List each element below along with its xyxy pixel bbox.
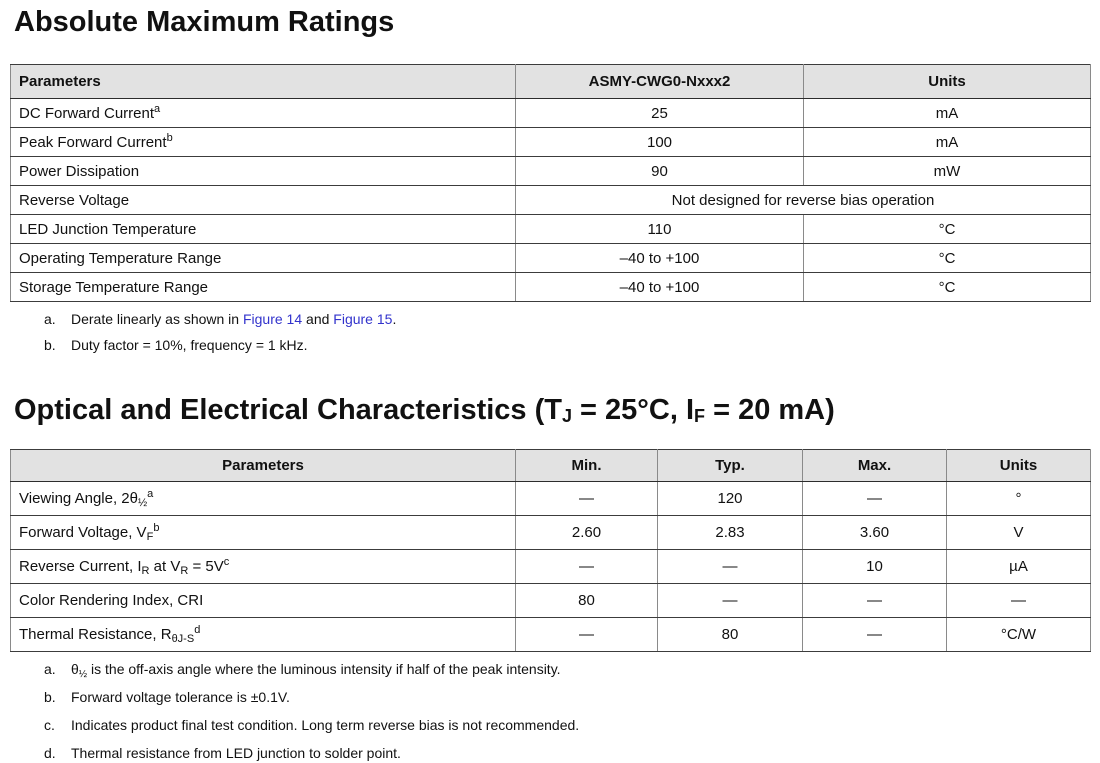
footnote	[44, 716, 1090, 735]
oec-col-header-max: Max.	[803, 450, 947, 482]
oec-col-header-units: Units	[947, 450, 1091, 482]
max-cell: —	[803, 584, 947, 618]
oec-table	[10, 449, 1091, 652]
oec-col-header-min: Min.	[516, 450, 658, 482]
amr-section-title: Absolute Maximum Ratings	[14, 6, 395, 38]
amr-header-row	[11, 65, 1091, 99]
table-row	[11, 516, 1091, 550]
figure-15-link[interactable]: Figure 15	[333, 311, 393, 327]
amr-col-header-units: Units	[804, 65, 1091, 99]
units-cell: mW	[804, 157, 1091, 186]
units-cell: µA	[947, 550, 1091, 584]
value-cell: –40 to +100	[516, 273, 804, 302]
text-segment: Duty factor = 10%, frequency = 1 kHz.	[71, 337, 308, 353]
table-row	[11, 157, 1091, 186]
footnote	[44, 336, 1090, 355]
min-cell: —	[516, 482, 658, 516]
text-segment: F	[146, 531, 154, 543]
units-cell: °C	[804, 244, 1091, 273]
figure-14-link[interactable]: Figure 14	[242, 311, 303, 327]
text-segment: Thermal Resistance, R	[19, 626, 172, 643]
text-segment: Color Rendering Index, CRI	[19, 592, 204, 609]
param-cell	[11, 516, 516, 550]
min-cell: —	[516, 618, 658, 652]
footnote-text	[71, 660, 561, 679]
max-cell: 3.60	[803, 516, 947, 550]
text-segment: F	[694, 406, 706, 426]
units-cell: °C	[804, 215, 1091, 244]
param-cell	[11, 157, 516, 186]
footnote	[44, 688, 1090, 707]
text-segment: Optical and Electrical Characteristics (T	[14, 394, 562, 426]
text-segment: = 25°C, I	[572, 394, 695, 426]
footnote-marker: c.	[44, 717, 55, 733]
footnote	[44, 660, 1090, 679]
units-cell: —	[947, 584, 1091, 618]
units-cell: V	[947, 516, 1091, 550]
oec-footnotes	[44, 660, 1090, 763]
units-cell: mA	[804, 99, 1091, 128]
text-segment: Forward Voltage, V	[19, 524, 147, 541]
text-segment: Viewing Angle, 2θ	[19, 490, 138, 507]
text-segment: is the off-axis angle where the luminous intensity if half of the peak intensity.	[87, 661, 561, 677]
amr-footnotes	[44, 310, 1090, 355]
param-cell	[11, 99, 516, 128]
param-cell	[11, 482, 516, 516]
table-row	[11, 584, 1091, 618]
footnote-text	[71, 688, 290, 707]
typ-cell: 2.83	[658, 516, 803, 550]
text-segment: Thermal resistance from LED junction to solder point.	[71, 745, 401, 761]
text-segment: Forward voltage tolerance is ±0.1V.	[71, 689, 290, 705]
param-cell	[11, 273, 516, 302]
param-cell	[11, 244, 516, 273]
text-segment: a	[147, 488, 154, 500]
amr-col-header-part-number: ASMY-CWG0-Nxxx2	[516, 65, 804, 99]
oec-col-header-parameters: Parameters	[11, 450, 516, 482]
text-segment: Operating Temperature Range	[19, 249, 222, 267]
text-segment: = 20 mA)	[705, 394, 835, 426]
text-segment: θ	[71, 661, 79, 677]
footnote	[44, 310, 1090, 329]
text-segment: R	[180, 565, 189, 577]
max-cell: —	[803, 618, 947, 652]
text-segment: R	[141, 565, 150, 577]
param-cell	[11, 584, 516, 618]
footnote-text	[71, 716, 579, 735]
text-segment: Derate linearly as shown in	[71, 311, 243, 327]
table-row	[11, 618, 1091, 652]
typ-cell: —	[658, 550, 803, 584]
param-cell	[11, 618, 516, 652]
text-segment: LED Junction Temperature	[19, 220, 197, 238]
text-segment: Power Dissipation	[19, 162, 140, 180]
units-cell: °C/W	[947, 618, 1091, 652]
typ-cell: —	[658, 584, 803, 618]
footnote-marker: d.	[44, 745, 56, 761]
param-cell	[11, 550, 516, 584]
value-cell: –40 to +100	[516, 244, 804, 273]
value-cell: 25	[516, 99, 804, 128]
amr-col-header-parameters: Parameters	[11, 65, 516, 99]
footnote-text	[71, 744, 401, 763]
max-cell: —	[803, 482, 947, 516]
param-cell	[11, 128, 516, 157]
table-row	[11, 215, 1091, 244]
text-segment: c	[223, 556, 230, 568]
value-cell: 100	[516, 128, 804, 157]
text-segment: b	[166, 131, 173, 144]
text-segment: ½	[137, 497, 148, 509]
text-segment: DC Forward Current	[19, 104, 155, 122]
units-cell: °C	[804, 273, 1091, 302]
param-cell	[11, 215, 516, 244]
min-cell: 2.60	[516, 516, 658, 550]
amr-table	[10, 64, 1091, 302]
table-row	[11, 99, 1091, 128]
min-cell: —	[516, 550, 658, 584]
value-cell-merged: Not designed for reverse bias operation	[516, 186, 1091, 215]
text-segment: and	[302, 311, 334, 327]
text-segment: d	[194, 624, 201, 636]
text-segment: = 5V	[188, 558, 224, 575]
units-cell: mA	[804, 128, 1091, 157]
oec-header-row	[11, 450, 1091, 482]
footnote-marker: a.	[44, 661, 56, 677]
text-segment: Reverse Current, I	[19, 558, 142, 575]
footnote-marker: b.	[44, 337, 56, 353]
text-segment: at V	[149, 558, 181, 575]
text-segment: a	[154, 102, 161, 115]
max-cell: 10	[803, 550, 947, 584]
footnote-text	[71, 336, 308, 355]
footnote-marker: b.	[44, 689, 56, 705]
text-segment: θJ-S	[171, 633, 195, 645]
footnote-marker: a.	[44, 311, 56, 327]
text-segment: Peak Forward Current	[19, 133, 167, 151]
typ-cell: 120	[658, 482, 803, 516]
text-segment: J	[561, 406, 572, 426]
table-row	[11, 128, 1091, 157]
oec-col-header-typ: Typ.	[658, 450, 803, 482]
min-cell: 80	[516, 584, 658, 618]
footnote-text	[71, 310, 396, 329]
value-cell: 110	[516, 215, 804, 244]
footnote	[44, 744, 1090, 763]
units-cell: °	[947, 482, 1091, 516]
text-segment: Reverse Voltage	[19, 191, 130, 209]
text-segment: .	[392, 311, 397, 327]
text-segment: ½	[78, 669, 88, 680]
value-cell: 90	[516, 157, 804, 186]
text-segment: b	[153, 522, 160, 534]
table-row	[11, 273, 1091, 302]
text-segment: Indicates product final test condition. Long term reverse bias is not recommended.	[71, 717, 580, 733]
table-row	[11, 550, 1091, 584]
table-row	[11, 186, 1091, 215]
param-cell	[11, 186, 516, 215]
typ-cell: 80	[658, 618, 803, 652]
table-row	[11, 244, 1091, 273]
table-row	[11, 482, 1091, 516]
text-segment: Storage Temperature Range	[19, 278, 209, 296]
oec-section-title	[14, 395, 1090, 426]
